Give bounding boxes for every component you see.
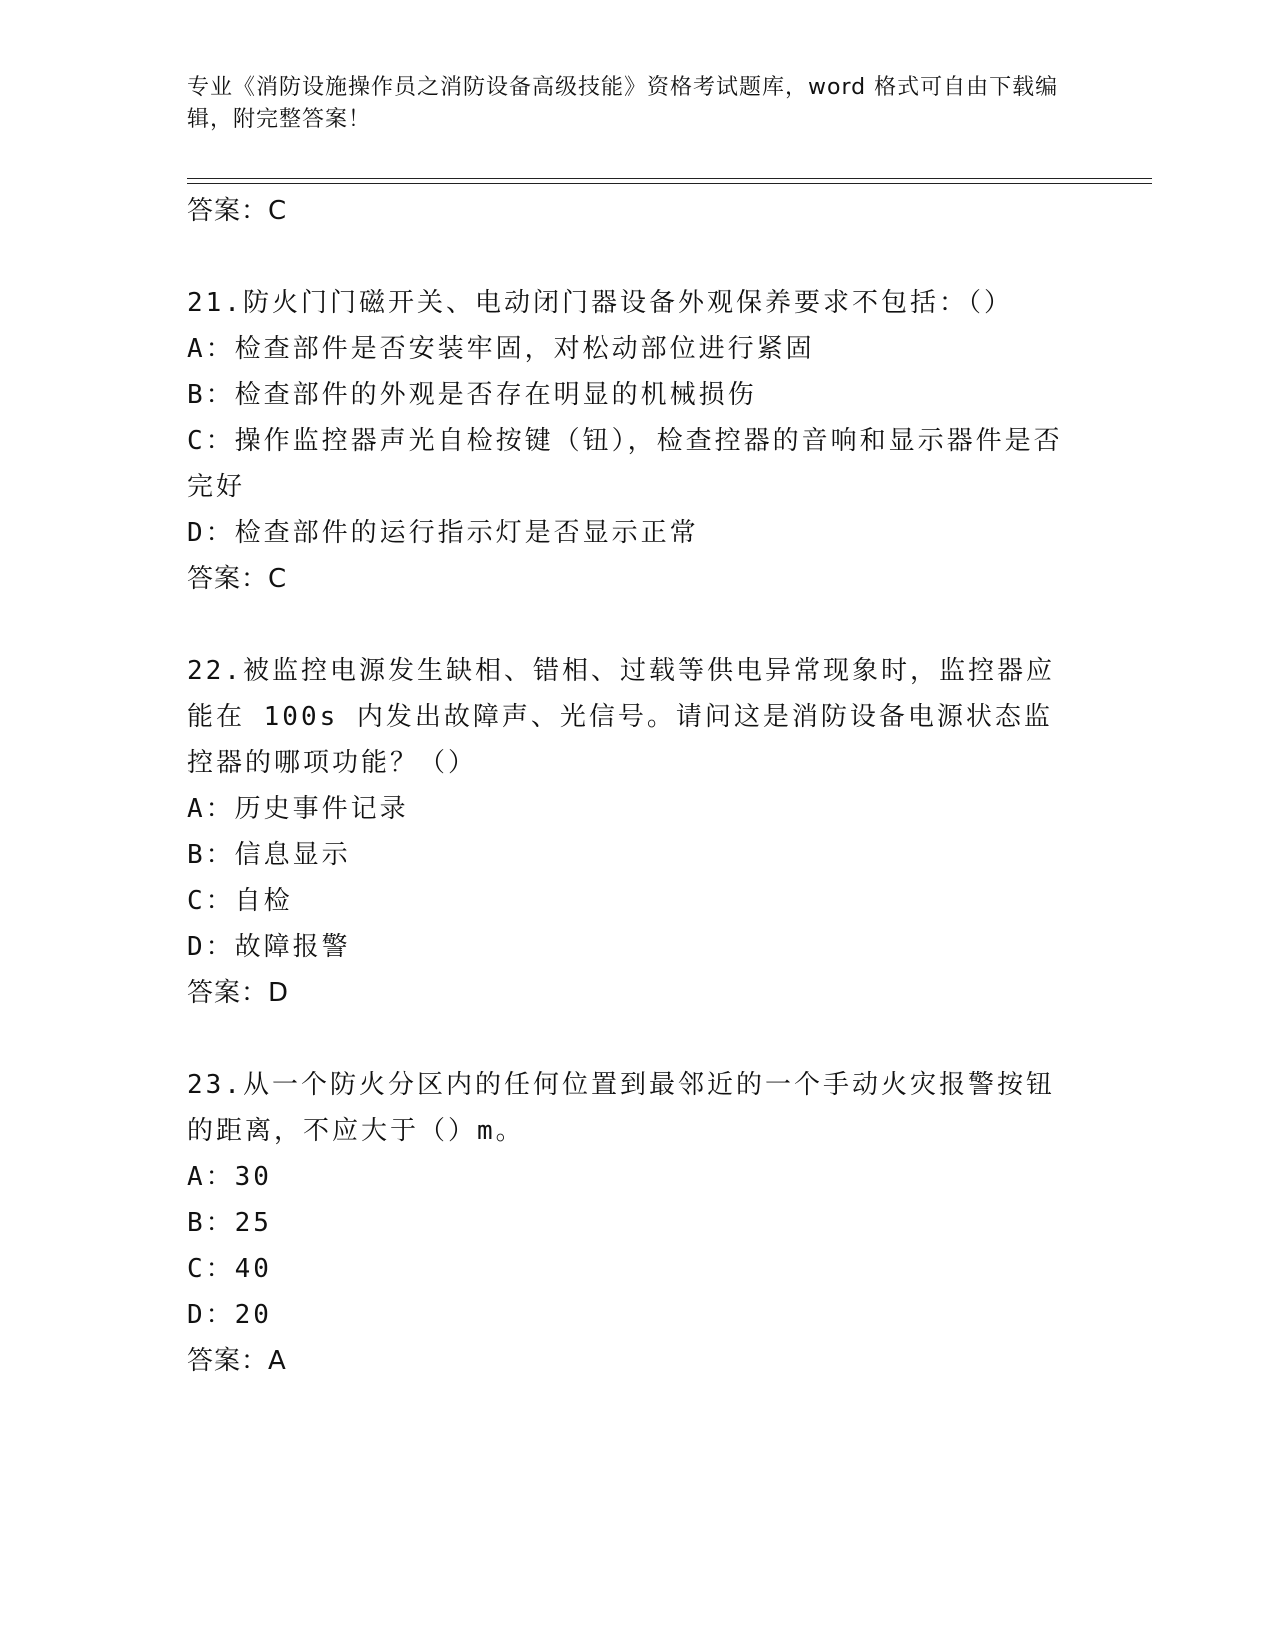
- question-list: [187, 188, 1077, 1384]
- spacer: [187, 602, 1077, 648]
- question-text: 23.从一个防火分区内的任何位置到最邻近的一个手动火灾报警按钮的距离，不应大于（）m。: [187, 1070, 1055, 1146]
- option-c: C：自检: [187, 886, 293, 916]
- option-a: A：历史事件记录: [187, 794, 409, 824]
- header-rule-bottom: [187, 183, 1152, 184]
- question-21: [187, 280, 1077, 602]
- question-answer: 答案：D: [187, 978, 290, 1008]
- option-b: B：信息显示: [187, 840, 351, 870]
- question-text: 22.被监控电源发生缺相、错相、过载等供电异常现象时，监控器应能在 100s 内发出故障声、光信号。请问这是消防设备电源状态监控器的哪项功能？（）: [187, 656, 1055, 778]
- question-22: [187, 648, 1077, 1016]
- option-d: D：故障报警: [187, 932, 351, 962]
- option-b: B：25: [187, 1208, 272, 1238]
- previous-answer: 答案：C: [187, 196, 288, 226]
- option-d: D：20: [187, 1300, 272, 1330]
- question-text: 21.防火门门磁开关、电动闭门器设备外观保养要求不包括：（）: [187, 288, 1013, 318]
- question-23: [187, 1062, 1077, 1384]
- document-header: 专业《消防设施操作员之消防设备高级技能》资格考试题库，word 格式可自由下载编辑，附完整答案！: [187, 75, 1059, 132]
- question-answer: 答案：C: [187, 564, 288, 594]
- option-a: A：检查部件是否安装牢固，对松动部位进行紧固: [187, 334, 815, 364]
- question-answer: 答案：A: [187, 1346, 287, 1376]
- spacer: [187, 1016, 1077, 1062]
- option-c: C：40: [187, 1254, 272, 1284]
- option-b: B：检查部件的外观是否存在明显的机械损伤: [187, 380, 757, 410]
- spacer: [187, 234, 1077, 280]
- option-a: A：30: [187, 1162, 272, 1192]
- option-c: C：操作监控器声光自检按键（钮），检查控器的音响和显示器件是否完好: [187, 426, 1063, 502]
- option-d: D：检查部件的运行指示灯是否显示正常: [187, 518, 699, 548]
- header-rule-top: [187, 178, 1152, 179]
